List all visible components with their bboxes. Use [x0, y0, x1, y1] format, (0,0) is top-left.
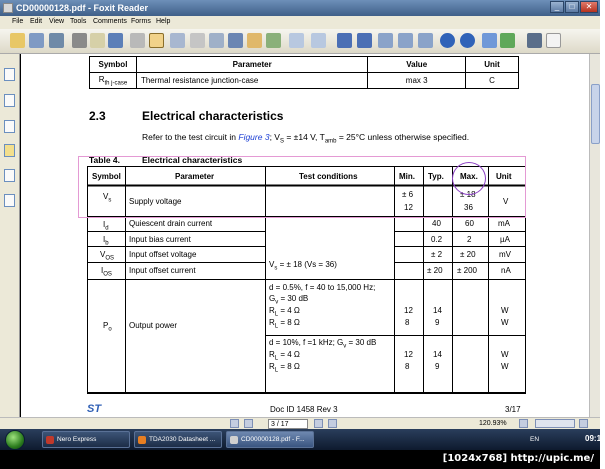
- col-value: Value: [368, 57, 466, 73]
- menu-edit[interactable]: Edit: [30, 18, 43, 25]
- sym: I: [101, 266, 104, 275]
- forward-arrow-icon[interactable]: [357, 33, 372, 48]
- row-id-param: Quiescent drain current: [129, 219, 213, 228]
- figure-link[interactable]: Figure 3: [238, 132, 270, 142]
- rl-rest: = 8 Ω: [278, 362, 300, 371]
- po-v3-min: 12: [404, 350, 413, 359]
- typewriter-icon[interactable]: [266, 33, 281, 48]
- menu-comments[interactable]: Comments: [93, 18, 127, 25]
- rl: R: [269, 350, 275, 359]
- save-icon[interactable]: [29, 33, 44, 48]
- camera-icon[interactable]: [228, 33, 243, 48]
- properties-icon[interactable]: [108, 33, 123, 48]
- desc-text: ; V: [269, 132, 280, 142]
- po-v4-typ: 9: [435, 362, 440, 371]
- row-ios-typ: ± 20: [427, 266, 443, 275]
- window-title: CD00000128.pdf - Foxit Reader: [16, 3, 149, 13]
- cond-rest: = ± 18 (Vs = 36): [277, 260, 337, 269]
- fit-page-icon[interactable]: [378, 33, 393, 48]
- zoom-select-icon[interactable]: [170, 33, 185, 48]
- rotate-cw-icon[interactable]: [500, 33, 515, 48]
- cell-value: max 3: [368, 73, 466, 89]
- symbol-sub: th j-case: [104, 80, 128, 87]
- row-vs-min1: ± 6: [402, 190, 414, 199]
- desc-sub: amb: [324, 138, 337, 145]
- highlight-circle-annotation[interactable]: [452, 162, 486, 195]
- foxit-icon: [230, 436, 238, 444]
- hand-tool-icon[interactable]: [149, 33, 164, 48]
- cond-v: V: [269, 260, 275, 269]
- row-vos-typ: ± 2: [431, 250, 443, 259]
- t4-col-symbol: Symbol: [92, 172, 121, 181]
- gv-sub: v: [275, 299, 279, 306]
- t4-col-min: Min.: [399, 172, 415, 181]
- rl-rest: = 4 Ω: [278, 306, 300, 315]
- prev-page-icon[interactable]: [244, 419, 253, 428]
- cond2-rest: = 30 dB: [346, 338, 377, 347]
- row-ib-max: 2: [467, 235, 472, 244]
- t4-col-typ: Typ.: [428, 172, 444, 181]
- vertical-scrollbar[interactable]: [589, 54, 600, 417]
- row-ib-typ: 0.2: [431, 235, 443, 244]
- row-vs-param: Supply voltage: [129, 197, 182, 206]
- rl-sub: L: [274, 311, 279, 318]
- bookmarks-panel-icon[interactable]: [4, 94, 15, 107]
- sym-sub: b: [105, 240, 109, 247]
- zoom-out-icon[interactable]: [440, 33, 455, 48]
- sym-sub: OS: [103, 271, 112, 278]
- fit-width-icon[interactable]: [398, 33, 413, 48]
- maximize-button[interactable]: □: [565, 1, 579, 13]
- row-ib-unit: µA: [500, 235, 510, 244]
- row-vos-param: Input offset voltage: [129, 250, 197, 259]
- symbol-text: R: [98, 74, 105, 84]
- row-id-symbol: [103, 220, 109, 234]
- page-number: 3/17: [505, 405, 521, 414]
- po-v2-unit: W: [501, 318, 509, 327]
- cell-unit: C: [466, 73, 519, 89]
- page-number-input[interactable]: 3 / 17: [268, 419, 308, 429]
- rl: R: [269, 306, 275, 315]
- row-vs-min2: 12: [404, 203, 413, 212]
- next-page-icon[interactable]: [314, 419, 323, 428]
- task-label: CD00000128.pdf - F...: [241, 436, 305, 443]
- po-cond2-rl2: [269, 362, 300, 376]
- row-ios-symbol: [101, 266, 112, 280]
- signatures-panel-icon[interactable]: [4, 194, 15, 207]
- task-tda2030-datasheet[interactable]: [134, 431, 222, 448]
- row-vos-unit: mV: [499, 250, 511, 259]
- row-vos-max: ± 20: [460, 250, 476, 259]
- rotate-icon[interactable]: [482, 33, 497, 48]
- row-id-max: 60: [465, 219, 474, 228]
- row-vs-max1: ± 18: [460, 190, 476, 199]
- row-po-symbol: [103, 321, 112, 335]
- row-vs-unit: V: [503, 197, 509, 206]
- toolbar: [0, 29, 600, 54]
- sym-sub: o: [108, 326, 112, 333]
- watermark-text: [1024x768] http://upic.me/: [442, 453, 594, 464]
- task-label: Nero Express: [57, 436, 97, 443]
- po-v3-typ: 14: [433, 350, 442, 359]
- row-ios-unit: nA: [501, 266, 511, 275]
- col-parameter: Parameter: [136, 57, 367, 73]
- menu-forms[interactable]: Forms: [131, 18, 151, 25]
- desc-text: = ±14 V, T: [283, 132, 325, 142]
- desc-text: = 25°C unless otherwise specified.: [336, 132, 470, 142]
- rl-sub: L: [274, 355, 279, 362]
- status-bar: [0, 417, 600, 429]
- row-ib-symbol: [103, 235, 109, 249]
- po-cond1: d = 0.5%, f = 40 to 15,000 Hz;: [269, 283, 376, 292]
- zoom-slider[interactable]: [535, 419, 575, 428]
- select-text-icon[interactable]: [130, 33, 145, 48]
- rl-sub: L: [274, 323, 279, 330]
- doc-id: Doc ID 1458 Rev 3: [270, 405, 338, 414]
- sym: I: [103, 235, 106, 244]
- po-v1-min: 12: [404, 306, 413, 315]
- rl: R: [269, 318, 275, 327]
- zoom-in-icon[interactable]: [460, 33, 475, 48]
- row-id-unit: mA: [498, 219, 510, 228]
- zoom-level[interactable]: 120.93%: [479, 420, 507, 427]
- gv-rest: = 30 dB: [278, 294, 309, 303]
- t4-col-unit: Unit: [496, 172, 512, 181]
- redo-icon[interactable]: [311, 33, 326, 48]
- last-page-icon[interactable]: [328, 419, 337, 428]
- task-nero-express[interactable]: [42, 431, 130, 448]
- po-v4-min: 8: [405, 362, 410, 371]
- language-indicator[interactable]: EN: [530, 436, 540, 443]
- attachments-panel-icon[interactable]: [4, 169, 15, 182]
- sym: V: [100, 250, 106, 259]
- foxit-app-icon: [3, 3, 13, 13]
- cell-parameter: Thermal resistance junction-case: [136, 73, 367, 89]
- menu-file[interactable]: File: [12, 18, 24, 25]
- document-page: [21, 54, 589, 417]
- first-page-icon[interactable]: [230, 419, 239, 428]
- row-vs-max2: 36: [464, 203, 473, 212]
- po-cond1-rl2: [269, 318, 300, 332]
- print-icon[interactable]: [72, 33, 87, 48]
- rl-rest: = 8 Ω: [278, 318, 300, 327]
- search-box[interactable]: [546, 33, 561, 48]
- snapshot-icon[interactable]: [209, 33, 224, 48]
- row-vos-symbol: [100, 250, 114, 264]
- menu-help[interactable]: Help: [156, 18, 171, 25]
- rl-rest: = 4 Ω: [278, 350, 300, 359]
- table-title: Electrical characteristics: [142, 155, 243, 165]
- scrollbar-thumb[interactable]: [591, 84, 600, 144]
- nero-icon: [46, 436, 54, 444]
- left-panel: [0, 54, 20, 429]
- sym: V: [103, 192, 109, 201]
- open-icon[interactable]: [10, 33, 25, 48]
- window-controls: [550, 1, 598, 13]
- menu-bar: [0, 16, 600, 29]
- cond-sub: s: [274, 265, 278, 272]
- po-v3-unit: W: [501, 350, 509, 359]
- po-v2-typ: 9: [435, 318, 440, 327]
- zoom-in-status-icon[interactable]: [579, 419, 588, 428]
- taskbar: [0, 429, 605, 450]
- actual-size-icon[interactable]: [418, 33, 433, 48]
- table-label: Table 4.: [89, 155, 121, 165]
- po-v1-typ: 14: [433, 306, 442, 315]
- t4-col-conditions: Test conditions: [299, 172, 358, 181]
- po-v1-unit: W: [501, 306, 509, 315]
- rl: R: [269, 362, 275, 371]
- sym-sub: d: [105, 225, 109, 232]
- shared-condition: [269, 260, 337, 274]
- comments-panel-icon[interactable]: [4, 144, 15, 157]
- menu-view[interactable]: View: [49, 18, 65, 25]
- close-button[interactable]: ✕: [580, 1, 598, 13]
- binoculars-icon[interactable]: [527, 33, 542, 48]
- task-foxit-reader[interactable]: [226, 431, 314, 448]
- cond2-text: d = 10%, f =1 kHz; G: [269, 338, 344, 347]
- select-icon[interactable]: [190, 33, 205, 48]
- col-symbol: Symbol: [90, 57, 137, 73]
- sym: I: [103, 220, 106, 229]
- row-ios-max: ± 200: [457, 266, 477, 275]
- watermark-strip: [0, 450, 600, 469]
- section-title: Electrical characteristics: [142, 109, 284, 123]
- back-arrow-icon[interactable]: [337, 33, 352, 48]
- zoom-out-status-icon[interactable]: [519, 419, 528, 428]
- row-po-param: Output power: [129, 321, 178, 330]
- pages-panel-icon[interactable]: [4, 68, 15, 81]
- row-ib-param: Input bias current: [129, 235, 191, 244]
- st-logo: ST: [87, 403, 102, 415]
- system-tray: [523, 431, 605, 448]
- menu-tools[interactable]: Tools: [70, 18, 87, 25]
- sym: P: [103, 321, 109, 330]
- t4-col-parameter: Parameter: [175, 172, 215, 181]
- firefox-icon: [138, 436, 146, 444]
- cond2-sub: v: [343, 343, 347, 350]
- gv: G: [269, 294, 276, 303]
- email-icon[interactable]: [90, 33, 105, 48]
- row-id-typ: 40: [432, 219, 441, 228]
- po-v2-min: 8: [405, 318, 410, 327]
- col-unit: Unit: [466, 57, 519, 73]
- desc-sub: S: [279, 138, 284, 145]
- po-v4-unit: W: [501, 362, 509, 371]
- t4-col-max: Max.: [460, 172, 478, 181]
- save-as-icon[interactable]: [49, 33, 64, 48]
- rl-sub: L: [274, 367, 279, 374]
- sym-sub: s: [108, 197, 112, 204]
- layers-panel-icon[interactable]: [4, 120, 15, 133]
- section-number: 2.3: [89, 109, 106, 123]
- sym-sub: OS: [105, 255, 115, 262]
- desc-text: Refer to the test circuit in: [142, 132, 239, 142]
- clock[interactable]: 09:12: [585, 434, 605, 443]
- title-bar: [0, 0, 600, 16]
- undo-icon[interactable]: [289, 33, 304, 48]
- row-ios-param: Input offset current: [129, 266, 196, 275]
- minimize-button[interactable]: _: [550, 1, 564, 13]
- annotation-icon[interactable]: [247, 33, 262, 48]
- task-label: TDA2030 Datasheet ...: [149, 436, 216, 443]
- start-button[interactable]: [5, 430, 25, 450]
